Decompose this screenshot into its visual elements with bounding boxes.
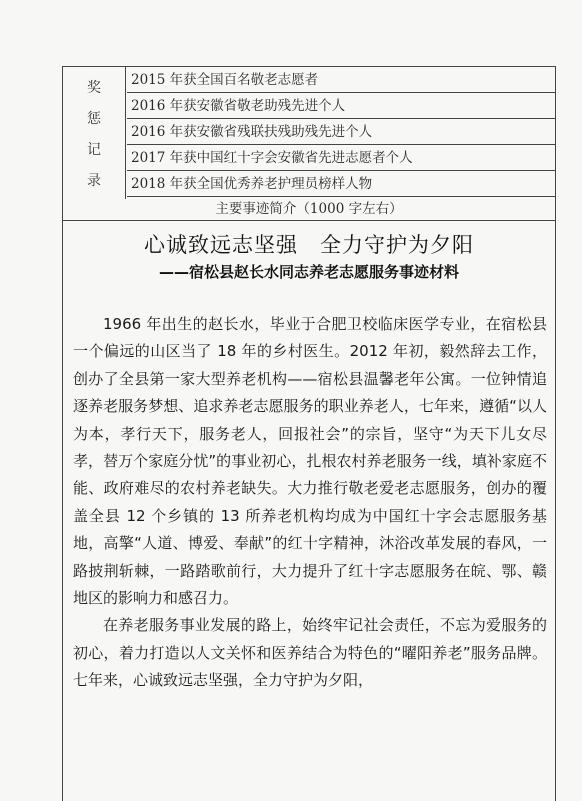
summary-header: 主要事迹简介（1000 字左右）	[63, 199, 555, 221]
award-item: 2018 年获全国优秀养老护理员榜样人物	[127, 171, 555, 197]
award-item: 2015 年获全国百名敬老志愿者	[127, 67, 555, 93]
award-item: 2016 年获安徽省残联扶残助残先进个人	[127, 119, 555, 145]
awards-label-char: 惩	[87, 110, 101, 127]
award-item: 2017 年获中国红十字会安徽省先进志愿者个人	[127, 145, 555, 171]
award-item: 2016 年获安徽省敬老助残先进个人	[127, 93, 555, 119]
awards-list	[127, 67, 555, 197]
awards-label-char: 奖	[87, 79, 101, 96]
article-paragraph: 在养老服务事业发展的路上，始终牢记社会责任，不忘为爱服务的初心，着力打造以人文关怀和医养结合为特色的“曜阳养老”服务品牌。七年来，心诚致远志坚强，全力守护为夕阳，	[73, 616, 547, 690]
awards-label	[63, 67, 126, 199]
article-title: 心诚致远志坚强 全力守护为夕阳	[144, 233, 474, 257]
form-sheet	[62, 66, 556, 801]
awards-section	[63, 67, 555, 199]
awards-label-char: 录	[87, 172, 101, 189]
article-subtitle: ——宿松县赵长水同志养老志愿服务事迹材料	[158, 263, 459, 281]
awards-label-char: 记	[87, 141, 101, 158]
article-paragraph: 1966 年出生的赵长水，毕业于合肥卫校临床医学专业，在宿松县一个偏远的山区当了 18 年的乡村医生。2012 年初，毅然辞去工作，创办了全县第一家大型养老机构——宿松县温馨老年公寓。一位钟情追逐养老服务梦想、追求养老志愿服务的职业养老人，七年来，遵循“以人为本，孝行天下，服务老人，回报社会”的宗旨，坚守“为天下儿女尽孝，替万个家庭分忧”的事业初心，扎根农村养老服务一线，填补家庭不能、政府难尽的农村养老缺失。大力推行敬老爱老志愿服务，创办的覆盖全县 12 个乡镇的 13 所养老机构均成为中国红十字会志愿服务基地，高擎“人道、博爱、奉献”的红十字精神，沐浴改革发展的春风，一路披荆斩棘，一路踏歌前行，大力提升了红十字志愿服务在皖、鄂、赣地区的影响力和感召力。	[73, 315, 547, 608]
article-body	[73, 311, 547, 695]
